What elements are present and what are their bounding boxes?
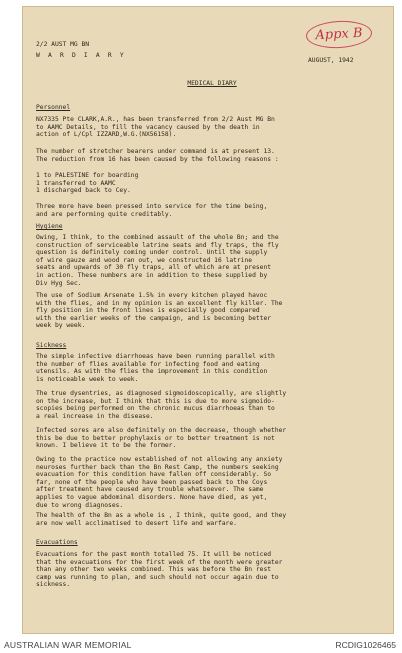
personnel-paragraph-1: NX7335 Pte CLARK,A.R., has been transferred from 2/2 Aust MG Bn to AAMC Details, to fill the vacancy caused by the death in action of L/Cpl IZZARD,W.G.(NX56158). [36,116,275,139]
war-diary-heading: W A R D I A R Y [36,52,126,59]
record-id: RCDIG1026465 [335,640,396,650]
sickness-paragraph-4: Owing to the practice now established of not allowing any anxiety neuroses further back than the Bn Rest Camp, the numbers seeking evacuation for this condition have fallen off considerably. So far, none of the people who have been passed back to the Coys after treatment have caused any trouble whatsoever. The same applies to vague abdominal disorders. None have died, as yet, due to wrong diagnoses. [36,456,283,509]
archive-footer [0,637,402,653]
section-heading-hygiene: Hygiene [36,223,63,230]
hygiene-paragraph-1: Owing, I think, to the combined assault of the whole Bn; and the construction of serviceable latrine seats and fly traps, the fly question is definitely coming under control. Until the supply of wire gauze and wood ran out, we constructed 16 latrine seats and upwards of 30 fly traps, all of which are at present in action. These numbers are in addition to these supplied by Div Hyg Sec. [36,234,279,287]
unit-name: 2/2 AUST MG BN [36,41,90,48]
personnel-paragraph-2: The number of stretcher bearers under command is at present 13. The reduction from 16 has been caused by the following reasons : [36,148,279,163]
personnel-reasons-list: 1 to PALESTINE for boarding 1 transferred to AAMC 1 discharged back to Cey. [36,172,139,195]
page-title: MEDICAL DIARY [187,80,237,87]
evacuations-paragraph-1: Evacuations for the past month totalled 75. It will be noticed that the evacuations for the first week of the month were greater than any other two weeks combined. This was before the Bn rest camp was running to plan, and such should not occur again due to sickness. [36,551,283,589]
document-page [22,6,394,634]
diary-month: AUGUST, 1942 [308,57,354,64]
section-heading-sickness: Sickness [36,342,67,349]
sickness-paragraph-3: Infected sores are also definitely on the decrease, though whether this be due to better prophylaxis or to better treatment is not known. I believe it to be the former. [36,427,287,450]
personnel-paragraph-3: Three more have been pressed into service for the time being, and are performing quite creditably. [36,203,268,218]
section-heading-evacuations: Evacuations [36,539,78,546]
section-heading-personnel: Personnel [36,104,71,111]
archive-name: AUSTRALIAN WAR MEMORIAL [4,640,132,650]
sickness-paragraph-2: The true dysentries, as diagnosed sigmoidoscopically, are slightly on the increase, but I think that this is due to more sigmoido- scopies being performed on the chronic mucus diarrhoeas than to a real increase in the disease. [36,390,287,420]
hygiene-paragraph-2: The use of Sodium Arsenate 1.5% in every kitchen played havoc with the flies, and in my opinion is an excellent fly killer. The fly position in the front lines is especially good compared with the earlier weeks of the campaign, and is becoming better week by week. [36,292,283,330]
appendix-annotation: Appx B [305,19,372,49]
sickness-paragraph-1: The simple infective diarrhoeas have been running parallel with the number of flies available for infecting food and eating utensils. As with the flies the improvement in this condition is noticeable week to week. [36,353,275,383]
sickness-paragraph-5: The health of the Bn as a whole is , I think, quite good, and they are now well acclimatised to desert life and warfare. [36,512,287,527]
